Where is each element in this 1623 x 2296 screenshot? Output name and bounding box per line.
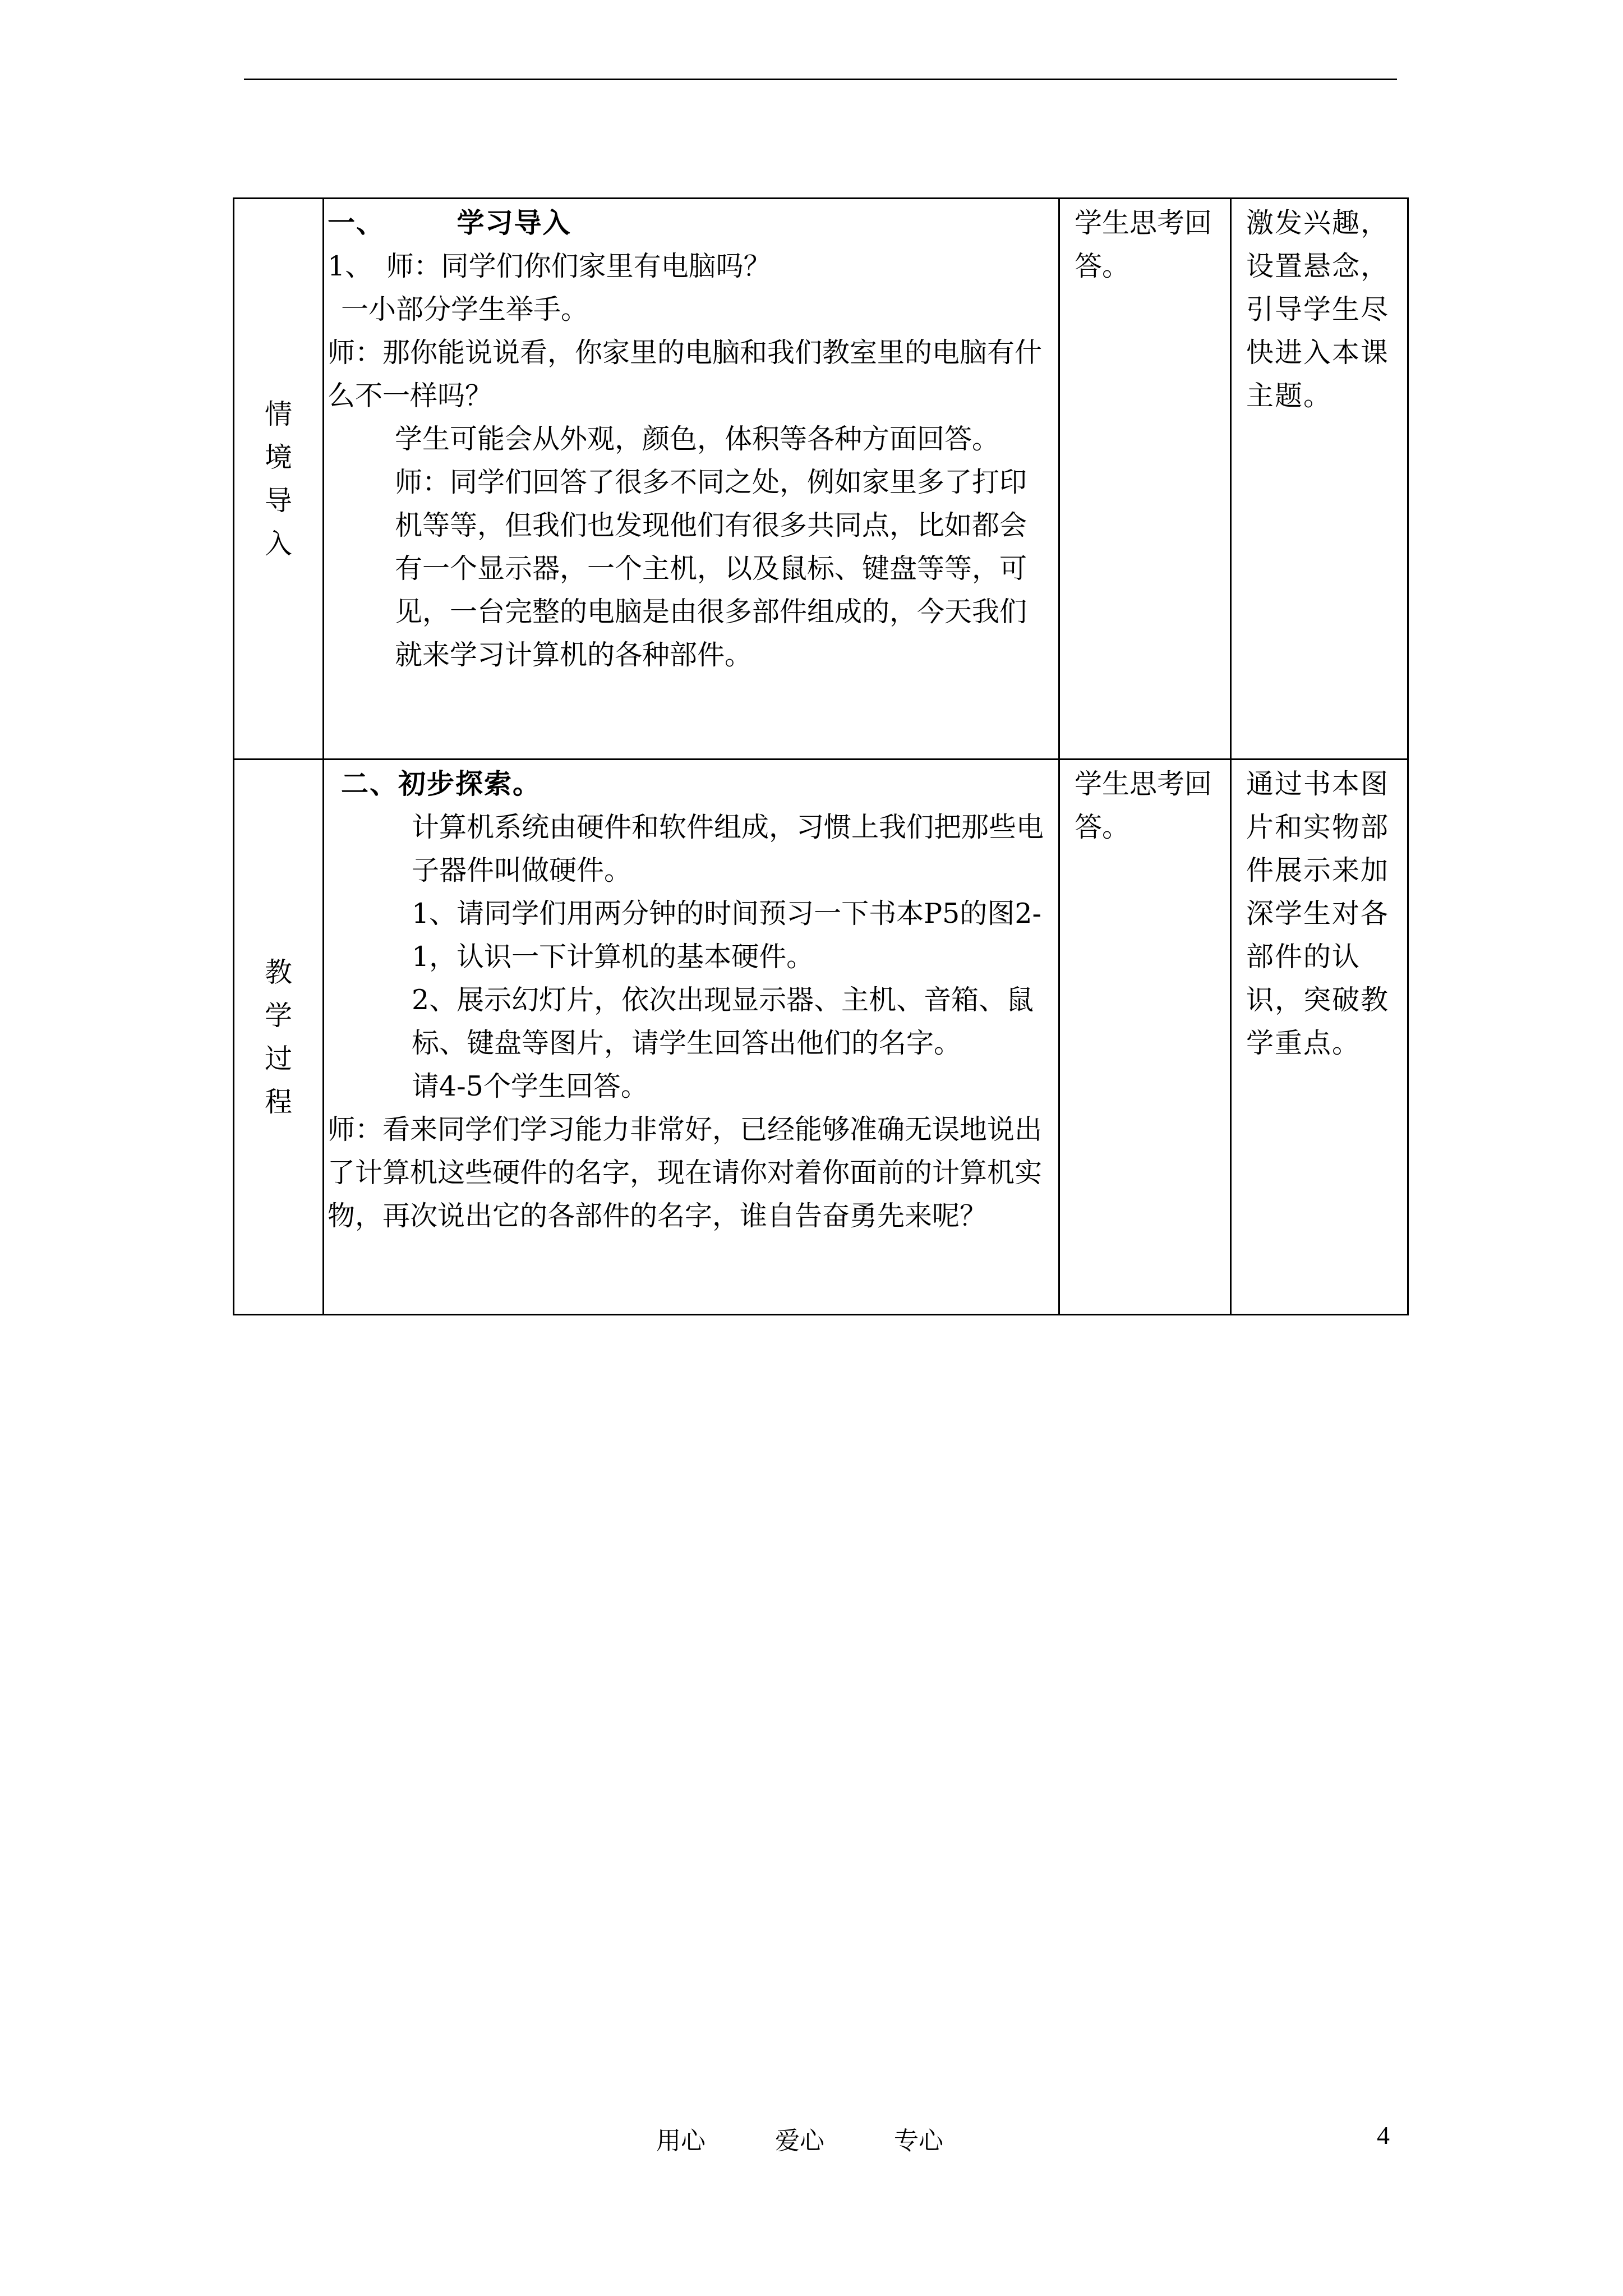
design-intent-cell — [1231, 760, 1408, 1315]
student-activity: 学生思考回答。 — [1075, 768, 1212, 843]
student-activity: 学生思考回答。 — [1075, 207, 1212, 282]
content-line: 师：那你能说说看，你家里的电脑和我们教室里的电脑有什么不一样吗？ — [328, 337, 1043, 412]
student-activity-cell — [1059, 760, 1231, 1315]
lesson-plan-table — [233, 197, 1409, 1315]
footer-word: 专心 — [894, 2127, 943, 2155]
footer-word: 用心 — [656, 2127, 706, 2155]
section-heading: 一、 学习导入 — [328, 206, 571, 239]
content-line: 学生可能会从外观，颜色，体积等各种方面回答。 — [395, 423, 1000, 455]
content-line: 师：同学们回答了很多不同之处，例如家里多了打印机等等，但我们也发现他们有很多共同点，比如都会有一个显示器，一个主机，以及鼠标、键盘等等，可见，一台完整的电脑是由很多部件组成的，今天我们就来学习计算机的各种部件。 — [395, 466, 1027, 671]
table-row-process — [234, 760, 1408, 1315]
content-cell — [324, 760, 1059, 1315]
content-line: 计算机系统由硬件和软件组成，习惯上我们把那些电子器件叫做硬件。 — [412, 811, 1044, 886]
row-label-cell — [234, 760, 324, 1315]
design-intent: 通过书本图片和实物部件展示来加深学生对各部件的认识，突破教学重点。 — [1246, 768, 1390, 1059]
content-line: 师：看来同学们学习能力非常好，已经能够准确无误地说出了计算机这些硬件的名字，现在请你对着你面前的计算机实物，再次说出它的各部件的名字，谁自告奋勇先来呢？ — [328, 1114, 1043, 1232]
content-line: 1、 师：同学们你们家里有电脑吗？ — [328, 250, 771, 282]
design-intent: 激发兴趣，设置悬念，引导学生尽快进入本课主题。 — [1246, 207, 1390, 412]
page-number: 4 — [1377, 2121, 1390, 2150]
content-line: 2、展示幻灯片，依次出现显示器、主机、音箱、鼠标、键盘等图片，请学生回答出他们的名字。 — [412, 984, 1034, 1059]
footer-word: 爱心 — [775, 2127, 824, 2155]
design-intent-cell — [1231, 199, 1408, 760]
student-activity-cell — [1059, 199, 1231, 760]
content-line: 一小部分学生举手。 — [341, 293, 589, 325]
content-line: 1、请同学们用两分钟的时间预习一下书本P5的图2-1，认识一下计算机的基本硬件。 — [412, 898, 1042, 973]
row-label-cell — [234, 199, 324, 760]
header-rule — [244, 79, 1397, 80]
content-cell — [324, 199, 1059, 760]
row-label: 教学过程 — [264, 956, 292, 1118]
section-heading: 二、初步探索。 — [341, 767, 542, 800]
content-line: 请4-5个学生回答。 — [412, 1070, 648, 1102]
row-label: 情境导入 — [264, 398, 292, 560]
footer-motto — [656, 2120, 1005, 2156]
table-row-intro — [234, 199, 1408, 760]
